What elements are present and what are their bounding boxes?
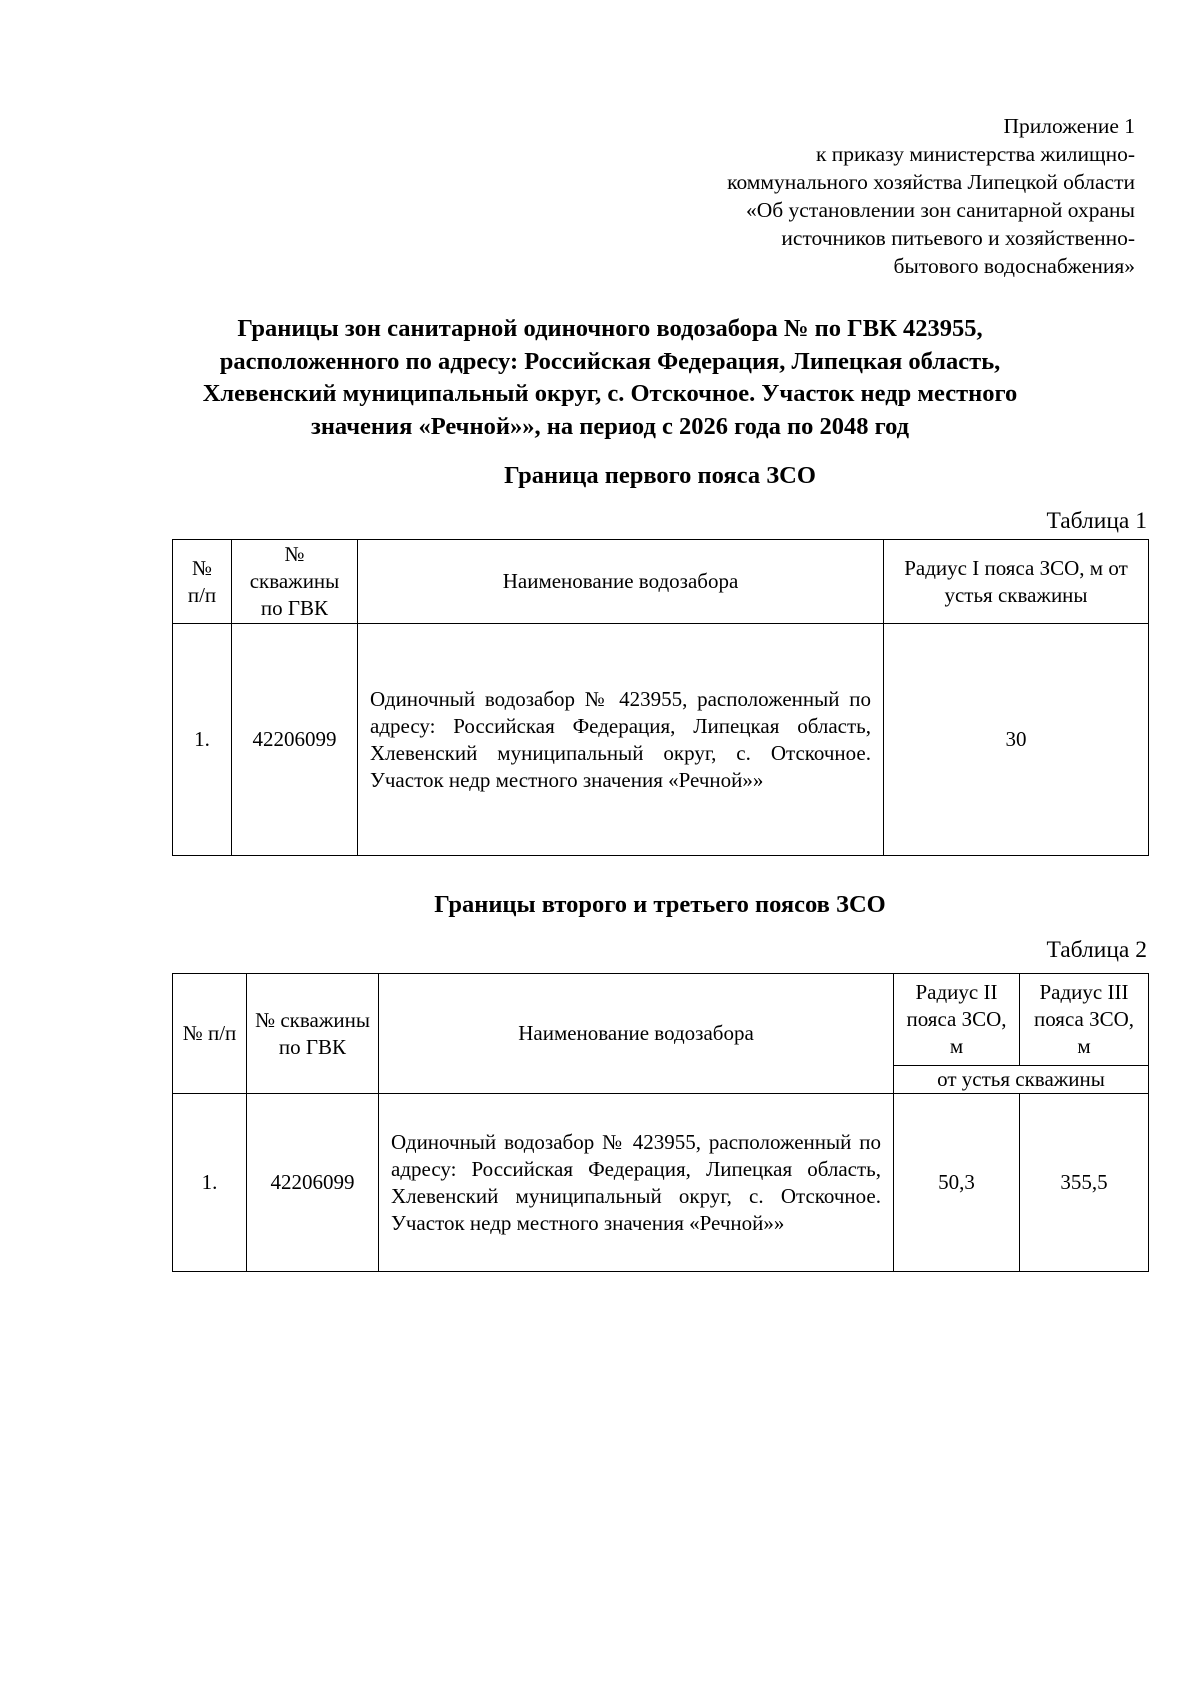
header-radius: Радиус I пояса ЗСО, м от устья скважины bbox=[884, 540, 1149, 624]
table1 bbox=[172, 539, 1149, 856]
cell-num: 1. bbox=[173, 1094, 247, 1272]
appendix-line: источников питьевого и хозяйственно- bbox=[781, 226, 1135, 250]
title-line: значения «Речной»», на период с 2026 года по 2048 год bbox=[310, 412, 910, 440]
header-radius2: Радиус II пояса ЗСО, м bbox=[894, 974, 1020, 1066]
table-row bbox=[173, 1094, 1149, 1272]
cell-radius3: 355,5 bbox=[1020, 1094, 1149, 1272]
appendix-header bbox=[575, 112, 1135, 280]
cell-num: 1. bbox=[173, 624, 232, 856]
header-name: Наименование водозабора bbox=[379, 974, 894, 1094]
header-num: № п/п bbox=[173, 974, 247, 1094]
cell-name: Одиночный водозабор № 423955, расположенный по адресу: Российская Федерация, Липецкая область, Хлевенский муниципальный округ, с. Отскочное. Участок недр местного значения «Речной»» bbox=[379, 1094, 894, 1272]
table2-caption: Таблица 2 bbox=[1046, 937, 1147, 963]
header-well: № скважины по ГВК bbox=[232, 540, 358, 624]
header-well: № скважины по ГВК bbox=[247, 974, 379, 1094]
table1-caption: Таблица 1 bbox=[1046, 508, 1147, 534]
title-line: Хлевенский муниципальный округ, с. Отскочное. Участок недр местного bbox=[202, 380, 1018, 407]
appendix-line: к приказу министерства жилищно- bbox=[815, 142, 1135, 166]
section2-title: Границы второго и третьего поясов ЗСО bbox=[434, 891, 886, 918]
cell-well: 42206099 bbox=[232, 624, 358, 856]
header-from-wellhead: от устья скважины bbox=[894, 1066, 1149, 1094]
header-num: № п/п bbox=[173, 540, 232, 624]
cell-radius: 30 bbox=[884, 624, 1149, 856]
appendix-line: коммунального хозяйства Липецкой области bbox=[727, 170, 1135, 194]
table2 bbox=[172, 973, 1149, 1272]
section1-title: Граница первого пояса ЗСО bbox=[504, 462, 816, 489]
appendix-line: бытового водоснабжения» bbox=[893, 254, 1135, 278]
header-radius3: Радиус III пояса ЗСО, м bbox=[1020, 974, 1149, 1066]
appendix-line: Приложение 1 bbox=[1003, 114, 1135, 138]
appendix-line: «Об установлении зон санитарной охраны bbox=[745, 198, 1135, 222]
header-name: Наименование водозабора bbox=[358, 540, 884, 624]
cell-name: Одиночный водозабор № 423955, расположенный по адресу: Российская Федерация, Липецкая область, Хлевенский муниципальный округ, с. Отскочное. Участок недр местного значения «Речной»» bbox=[358, 624, 884, 856]
table-header-row bbox=[173, 974, 1149, 1066]
table-row bbox=[173, 624, 1149, 856]
title-line: расположенного по адресу: Российская Федерация, Липецкая область, bbox=[219, 347, 1001, 375]
title-line: Границы зон санитарной одиночного водозабора № по ГВК 423955, bbox=[237, 315, 983, 342]
cell-radius2: 50,3 bbox=[894, 1094, 1020, 1272]
table-header-row bbox=[173, 540, 1149, 624]
cell-well: 42206099 bbox=[247, 1094, 379, 1272]
document-title bbox=[150, 313, 1070, 443]
